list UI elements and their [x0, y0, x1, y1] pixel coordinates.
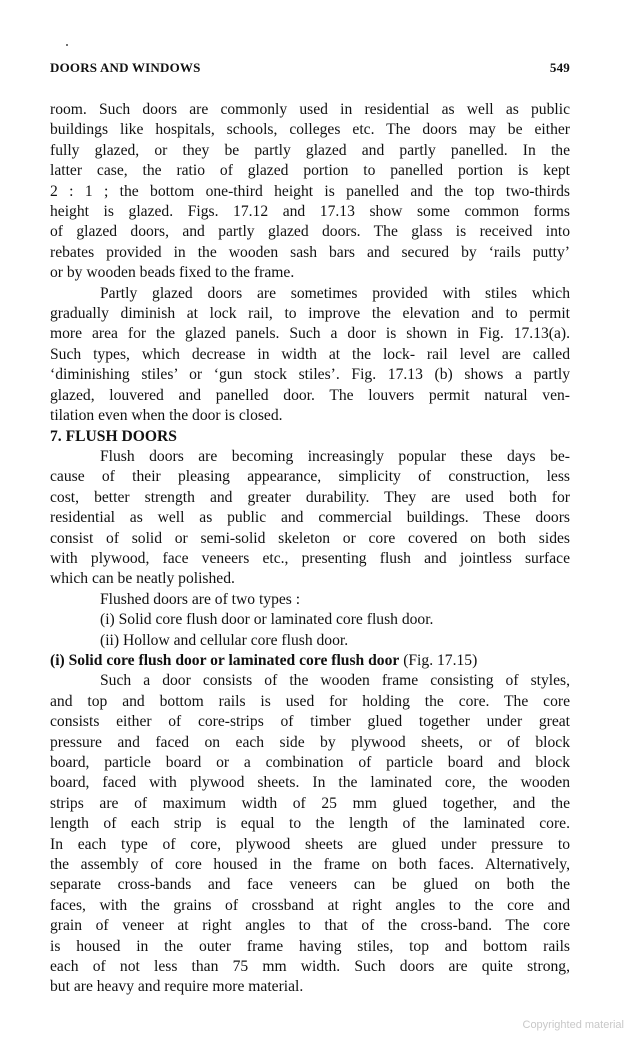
- text-line: cost, better strength and greater durability. They are used both for: [50, 488, 570, 506]
- page-number: 549: [549, 60, 570, 75]
- types-list: [50, 610, 570, 651]
- text-line: Such a door consists of the wooden frame consisting of styles,: [100, 672, 570, 690]
- text-line: is housed in the outer frame having stiles, top and bottom rails: [50, 937, 570, 955]
- paragraph-2: [50, 284, 570, 427]
- text-line: height is glazed. Figs. 17.12 and 17.13 show some common forms: [50, 203, 570, 221]
- text-line: of glazed doors, and partly glazed doors. The glass is received into: [50, 223, 570, 241]
- text-line: separate cross-bands and face veneers can be glued on both the: [50, 876, 570, 894]
- text-line: Flush doors are becoming increasingly popular these days be-: [100, 447, 570, 465]
- text-line: strips are of maximum width of 25 mm glued together, and the: [50, 794, 570, 812]
- subheading-figure-ref: (Fig. 17.15): [399, 651, 478, 669]
- text-line: which can be neatly polished.: [50, 570, 235, 588]
- text-line: buildings like hospitals, schools, colleges etc. The doors may be either: [50, 121, 570, 139]
- text-line: gradually diminish at lock rail, to improve the elevation and to permit: [50, 305, 570, 323]
- text-line: with plywood, face veneers etc., presenting flush and jointless surface: [50, 549, 570, 567]
- text-line: pressure and faced on each side by plywood sheets, or of block: [50, 733, 570, 751]
- text-line: ‘diminishing stiles’ or ‘gun stock stiles’. Fig. 17.13 (b) shows a partly: [50, 366, 570, 384]
- text-line: fully glazed, or they be partly glazed and partly panelled. In the: [50, 141, 570, 159]
- text-line: Partly glazed doors are sometimes provided with stiles which: [100, 284, 570, 302]
- section-title: DOORS AND WINDOWS: [50, 60, 201, 75]
- text-line: faces, with the grains of crossband at right angles to the core and: [50, 896, 570, 914]
- text-line: board, faced with plywood sheets. In the laminated core, the wooden: [50, 774, 570, 792]
- text-line: grain of veneer at right angles to that of the cross-band. The core: [50, 917, 570, 935]
- text-line: room. Such doors are commonly used in residential as well as public: [50, 101, 570, 118]
- text-line: more area for the glazed panels. Such a door is shown in Fig. 17.13(a).: [50, 325, 570, 343]
- copyright-watermark: Copyrighted material: [522, 1019, 624, 1031]
- text-line: 2 : 1 ; the bottom one-third height is panelled and the top two-thirds: [50, 182, 570, 200]
- text-line: length of each strip is equal to the length of the laminated core.: [50, 815, 570, 833]
- subheading-title: (i) Solid core flush door or laminated core flush door: [50, 651, 400, 669]
- list-item: (ii) Hollow and cellular core flush door.: [100, 631, 349, 649]
- text-line: consist of solid or semi-solid skeleton or core covered on both sides: [50, 529, 570, 547]
- text-line: each of not less than 75 mm width. Such doors are quite strong,: [50, 958, 570, 976]
- subheading: [50, 651, 570, 671]
- paragraph-1: [50, 100, 570, 284]
- text-line: cause of their pleasing appearance, simplicity of construction, less: [50, 468, 570, 486]
- text-line: Such types, which decrease in width at the lock- rail level are called: [50, 345, 570, 363]
- book-page: [50, 60, 570, 998]
- text-line: and top and bottom rails is used for holding the core. The core: [50, 692, 570, 710]
- section-heading: 7. FLUSH DOORS: [50, 427, 177, 445]
- text-line: latter case, the ratio of glazed portion to panelled portion is kept: [50, 162, 570, 180]
- text-line: tilation even when the door is closed.: [50, 407, 283, 425]
- list-item: (i) Solid core flush door or laminated core flush door.: [100, 611, 434, 629]
- text-line: but are heavy and require more material.: [50, 978, 304, 996]
- text-line: the assembly of core housed in the frame on both faces. Alternatively,: [50, 856, 570, 874]
- body-text: [50, 100, 570, 998]
- paragraph-5: [50, 671, 570, 998]
- scan-speck: [66, 44, 68, 46]
- text-line: rebates provided in the wooden sash bars and secured by ‘rails putty’: [50, 243, 570, 261]
- text-line: residential as well as public and commercial buildings. These doors: [50, 509, 570, 527]
- text-line: or by wooden beads fixed to the frame.: [50, 264, 295, 282]
- paragraph-4: Flushed doors are of two types :: [100, 590, 301, 608]
- text-line: board, particle board or a combination of particle board and block: [50, 754, 570, 771]
- text-line: glazed, louvered and panelled door. The louvers permit natural ven-: [50, 386, 570, 404]
- paragraph-3: [50, 447, 570, 590]
- text-line: In each type of core, plywood sheets are glued under pressure to: [50, 835, 570, 853]
- text-line: consists either of core-strips of timber glued together under great: [50, 713, 570, 731]
- running-header: [50, 60, 570, 76]
